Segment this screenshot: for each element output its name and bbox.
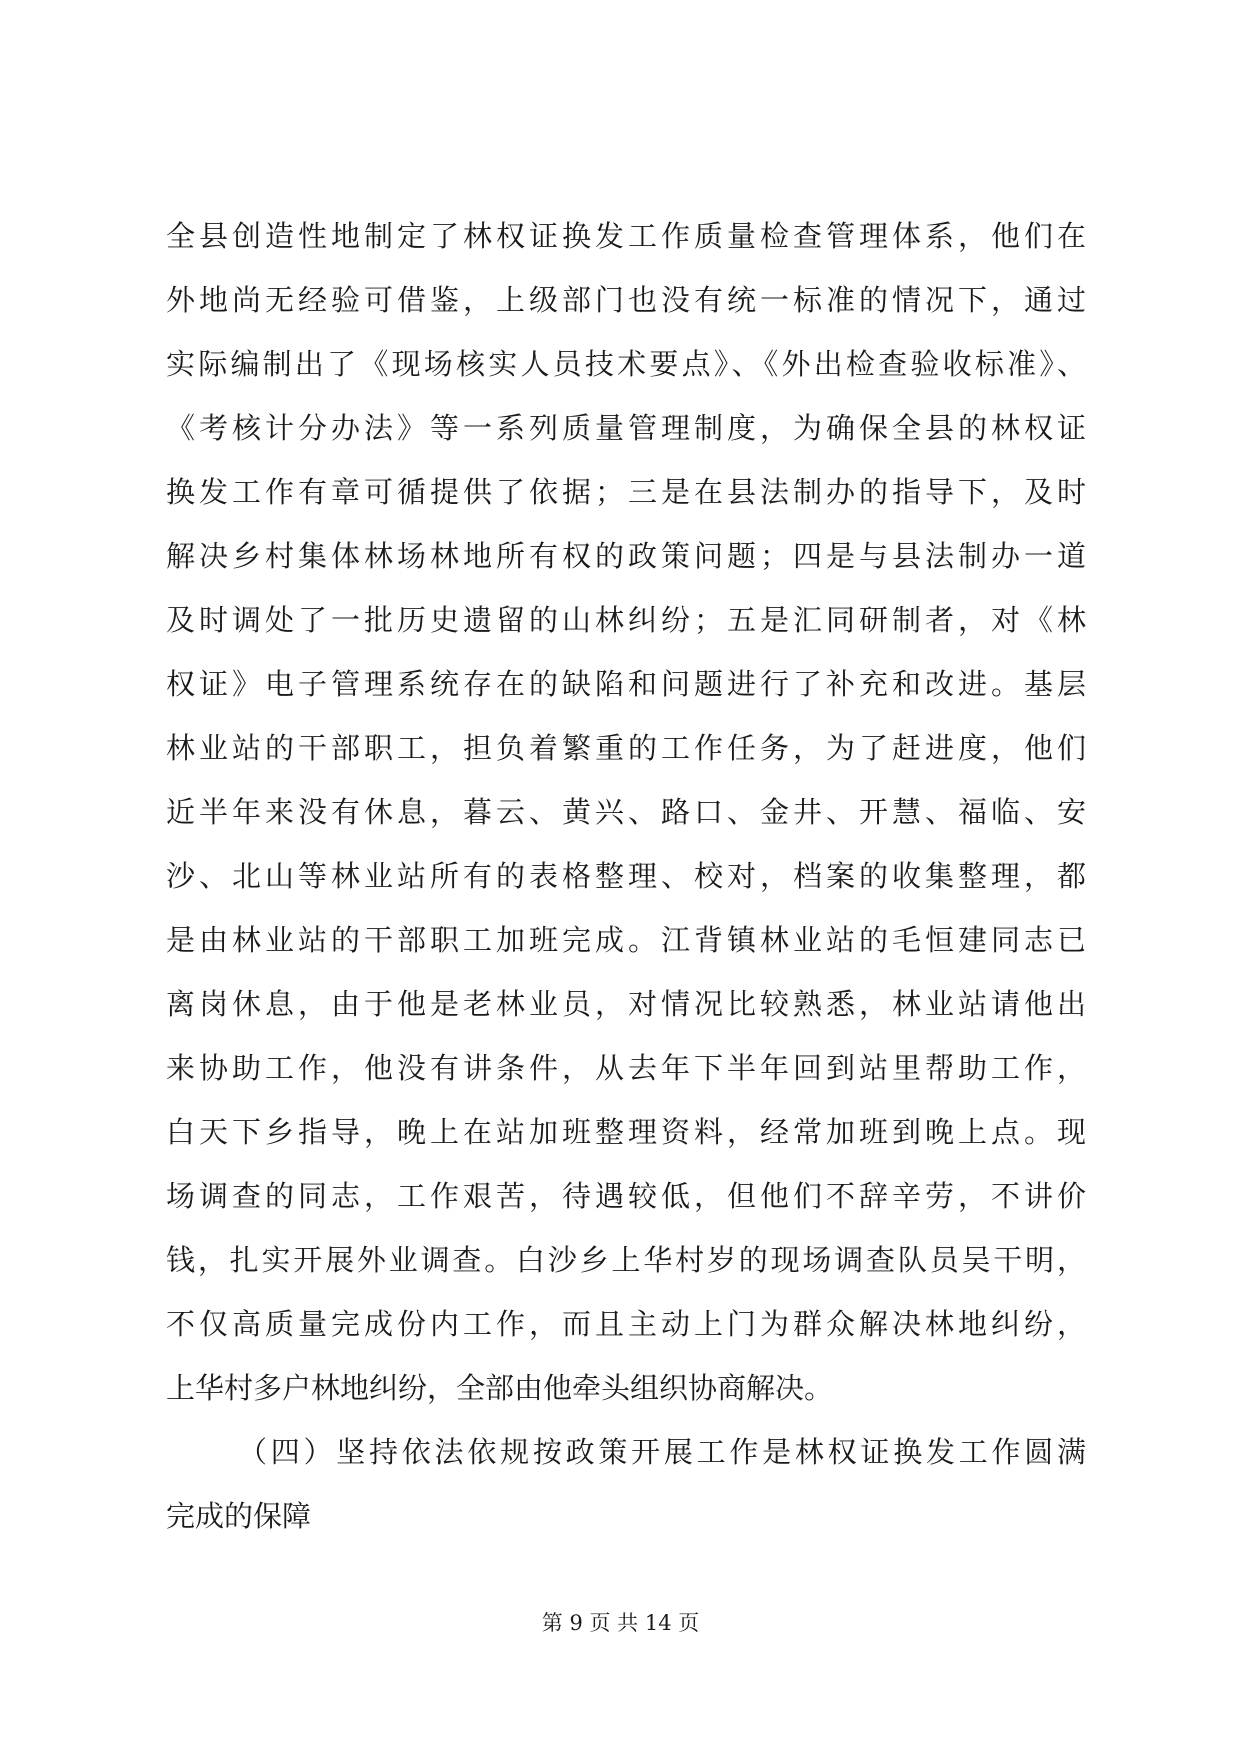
paragraph-line: 解决乡村集体林场林地所有权的政策问题；四是与县法制办一道 bbox=[166, 539, 1086, 573]
paragraph-line: 外地尚无经验可借鉴，上级部门也没有统一标准的情况下，通过 bbox=[166, 283, 1086, 317]
paragraph-line: 白天下乡指导，晚上在站加班整理资料，经常加班到晚上点。现 bbox=[166, 1115, 1086, 1149]
paragraph-line: 换发工作有章可循提供了依据；三是在县法制办的指导下，及时 bbox=[166, 475, 1086, 509]
paragraph-line: 近半年来没有休息，暮云、黄兴、路口、金井、开慧、福临、安 bbox=[166, 795, 1086, 829]
paragraph-line: 沙、北山等林业站所有的表格整理、校对，档案的收集整理，都 bbox=[166, 859, 1086, 893]
paragraph-line: 是由林业站的干部职工加班完成。江背镇林业站的毛恒建同志已 bbox=[166, 923, 1086, 957]
section-heading-line: 完成的保障 bbox=[166, 1499, 312, 1533]
paragraph-line: 实际编制出了《现场核实人员技术要点》、《外出检查验收标准》、 bbox=[166, 347, 1086, 381]
paragraph-line: 全县创造性地制定了林权证换发工作质量检查管理体系，他们在 bbox=[166, 219, 1086, 253]
section-heading-line: （四）坚持依法依规按政策开展工作是林权证换发工作圆满 bbox=[238, 1435, 1086, 1469]
paragraph-line: 林业站的干部职工，担负着繁重的工作任务，为了赶进度，他们 bbox=[166, 731, 1086, 765]
paragraph-line: 权证》电子管理系统存在的缺陷和问题进行了补充和改进。基层 bbox=[166, 667, 1086, 701]
paragraph-line: 及时调处了一批历史遗留的山林纠纷；五是汇同研制者，对《林 bbox=[166, 603, 1086, 637]
paragraph-line: 场调查的同志，工作艰苦，待遇较低，但他们不辞辛劳，不讲价 bbox=[166, 1179, 1086, 1213]
page-number-footer: 第 9 页 共 14 页 bbox=[541, 1611, 700, 1635]
paragraph-line: 钱，扎实开展外业调查。白沙乡上华村岁的现场调查队员吴干明， bbox=[166, 1243, 1086, 1277]
body-text bbox=[166, 204, 1086, 1548]
paragraph-line: 上华村多户林地纠纷，全部由他牵头组织协商解决。 bbox=[166, 1371, 834, 1405]
paragraph-line: 不仅高质量完成份内工作，而且主动上门为群众解决林地纠纷， bbox=[166, 1307, 1086, 1341]
paragraph-line: 离岗休息，由于他是老林业员，对情况比较熟悉，林业站请他出 bbox=[166, 987, 1086, 1021]
paragraph-line: 来协助工作，他没有讲条件，从去年下半年回到站里帮助工作， bbox=[166, 1051, 1086, 1085]
paragraph-line: 《考核计分办法》等一系列质量管理制度，为确保全县的林权证 bbox=[166, 411, 1086, 445]
